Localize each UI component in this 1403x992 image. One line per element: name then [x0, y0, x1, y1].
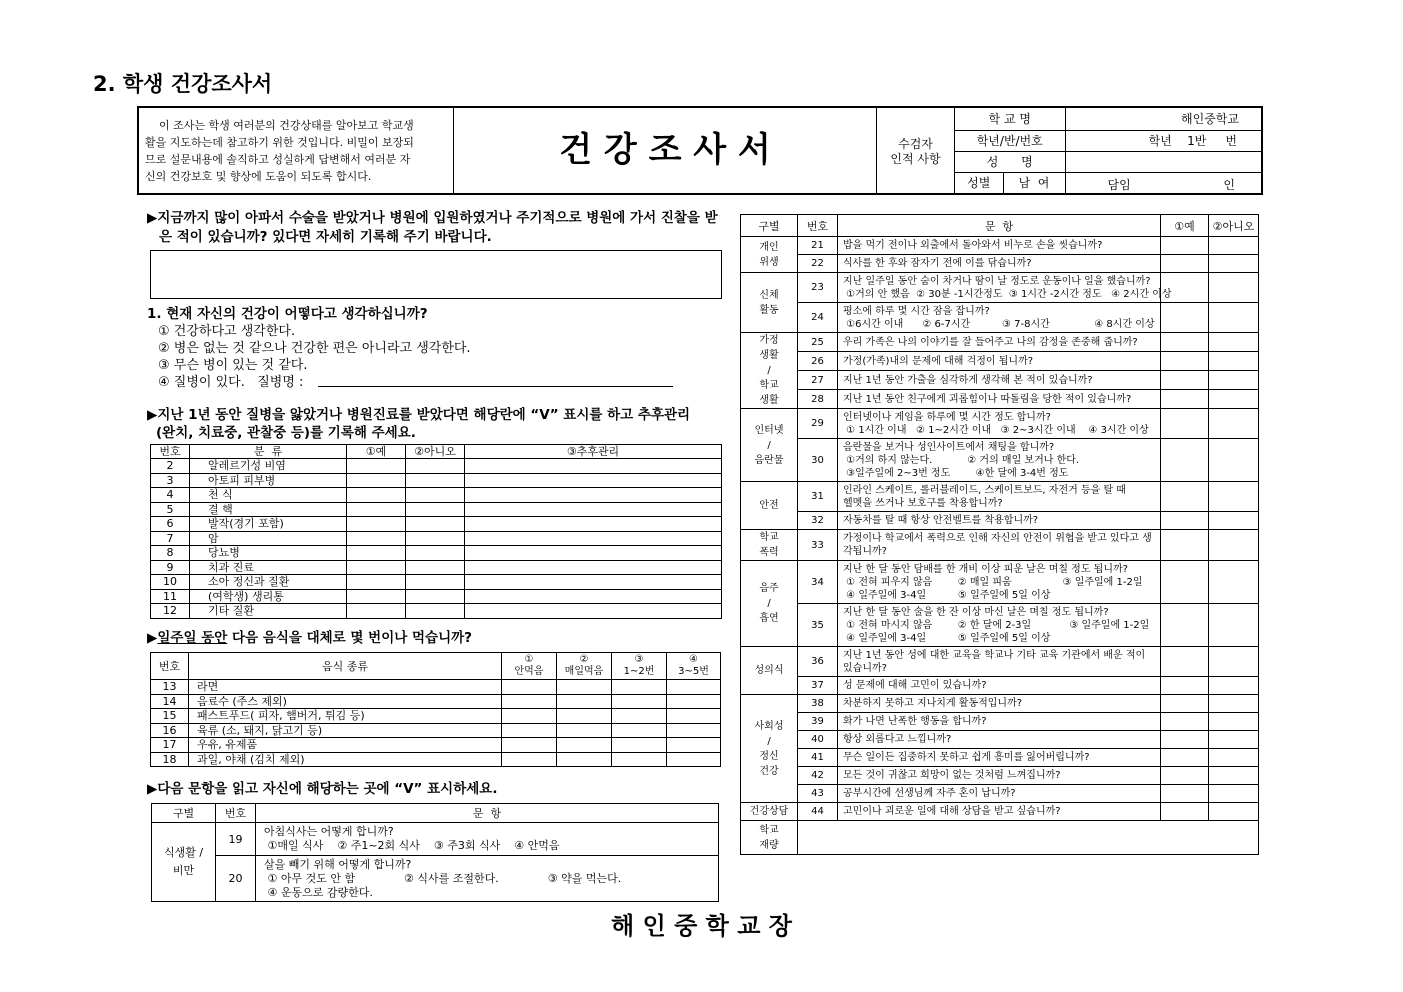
item-number: 28 [798, 390, 838, 409]
table-row [741, 333, 1259, 352]
table-row [741, 561, 1259, 604]
yes-cell[interactable] [1161, 749, 1209, 767]
answer-cell[interactable] [667, 709, 721, 724]
followup-cell[interactable] [465, 604, 722, 619]
no-cell[interactable] [1209, 482, 1259, 512]
disease-name: 기타 질환 [190, 604, 347, 619]
col-header: ② 매일먹음 [557, 653, 612, 680]
yes-cell[interactable] [347, 502, 406, 517]
name-label: 성 명 [955, 151, 1065, 172]
table-row [741, 303, 1259, 333]
followup-cell[interactable] [465, 459, 722, 474]
yes-cell[interactable] [347, 604, 406, 619]
yes-cell[interactable] [1161, 647, 1209, 677]
yes-cell[interactable] [1161, 731, 1209, 749]
yes-cell[interactable] [1161, 482, 1209, 512]
question-text: 성 문제에 대해 고민이 있습니까? [838, 677, 1161, 695]
col-header: 번호 [151, 445, 190, 459]
answer-cell[interactable] [557, 738, 612, 753]
item-number: 15 [151, 709, 189, 724]
no-cell[interactable] [1209, 731, 1259, 749]
right-questionnaire [740, 214, 1259, 855]
yes-cell[interactable] [347, 517, 406, 532]
food-type: 라면 [189, 680, 502, 695]
group-label: 건강상담 [741, 803, 798, 821]
table-row [741, 803, 1259, 821]
no-cell[interactable] [406, 560, 465, 575]
col-header: 음식 종류 [189, 653, 502, 680]
food-type: 패스트푸드( 피자, 햄버거, 튀김 등) [189, 709, 502, 724]
item-number: 3 [151, 473, 190, 488]
food-type: 육류 (소, 돼지, 닭고기 등) [189, 723, 502, 738]
answer-cell[interactable] [557, 723, 612, 738]
header-box [137, 106, 1263, 195]
followup-cell[interactable] [465, 517, 722, 532]
table-row [151, 604, 722, 619]
table-row [741, 273, 1259, 303]
question-text: 지난 1년 동안 가출을 심각하게 생각해 본 적이 있습니까? [838, 371, 1161, 390]
answer-cell[interactable] [502, 723, 557, 738]
surgery-question: ▶지금까지 많이 아파서 수술을 받았거나 병원에 입원하였거나 주기적으로 병원에 가서 진찰을 받 은 적이 있습니까? 있다면 자세히 기록해 주기 바랍니다. [147, 210, 718, 245]
col-header: ①예 [347, 445, 406, 459]
yes-cell[interactable] [347, 560, 406, 575]
table-row [741, 439, 1259, 482]
yes-cell[interactable] [1161, 255, 1209, 273]
food-type: 우유, 유제품 [189, 738, 502, 753]
sex-value[interactable]: 남 여 [1003, 172, 1065, 193]
col-header: 번호 [216, 804, 256, 823]
yes-cell[interactable] [1161, 785, 1209, 803]
no-cell[interactable] [406, 473, 465, 488]
table-row [741, 371, 1259, 390]
question-text: 가정(가족)내의 문제에 대해 걱정이 됩니까? [838, 352, 1161, 371]
group-label: 안전 [741, 482, 798, 530]
no-cell[interactable] [1209, 713, 1259, 731]
disease-name: 암 [190, 531, 347, 546]
answer-cell[interactable] [612, 752, 667, 767]
group-label: 학교 폭력 [741, 530, 798, 561]
question-text: 우리 가족은 나의 이야기를 잘 들어주고 나의 감정을 존중해 줍니까? [838, 333, 1161, 352]
question-text: 모든 것이 귀찮고 희망이 없는 것처럼 느껴집니까? [838, 767, 1161, 785]
item-number: 23 [798, 273, 838, 303]
surgery-answer-box[interactable] [150, 250, 722, 299]
yes-cell[interactable] [1161, 561, 1209, 604]
item-number: 17 [151, 738, 189, 753]
item-number: 5 [151, 502, 190, 517]
no-cell[interactable] [1209, 604, 1259, 647]
item-number: 10 [151, 575, 190, 590]
col-header: ① 안먹음 [502, 653, 557, 680]
col-header: 번호 [798, 215, 838, 237]
table-row [741, 255, 1259, 273]
answer-cell[interactable] [667, 723, 721, 738]
answer-cell[interactable] [557, 680, 612, 695]
col-header: 구별 [152, 804, 216, 823]
col-header: 문 항 [838, 215, 1161, 237]
no-cell[interactable] [1209, 749, 1259, 767]
yes-cell[interactable] [347, 589, 406, 604]
col-header: 문 항 [256, 804, 719, 823]
table-row [741, 767, 1259, 785]
yes-cell[interactable] [347, 459, 406, 474]
table-row [151, 517, 722, 532]
item-number: 44 [798, 803, 838, 821]
item-number: 11 [151, 589, 190, 604]
class-label: 학년/반/번호 [955, 130, 1065, 151]
food-type: 과일, 야채 (김치 제외) [189, 752, 502, 767]
item-number: 37 [798, 677, 838, 695]
answer-cell[interactable] [502, 694, 557, 709]
item-number: 4 [151, 488, 190, 503]
q1 [147, 305, 707, 391]
disease-name: 치과 진료 [190, 560, 347, 575]
yes-cell[interactable] [1161, 767, 1209, 785]
question-text: 자동차를 탈 때 항상 안전벨트를 착용합니까? [838, 512, 1161, 530]
school-label: 학 교 명 [955, 108, 1065, 130]
followup-cell[interactable] [465, 502, 722, 517]
question-text: 인터넷이나 게임을 하루에 몇 시간 정도 합니까? ① 1시간 이내 ② 1~2시간 이내 ③ 2~3시간 이내 ④ 3시간 이상 [838, 409, 1161, 439]
table-row [741, 785, 1259, 803]
item-number: 16 [151, 723, 189, 738]
group-label: 인터넷 / 음란물 [741, 409, 798, 482]
col-header: ③ 1~2번 [612, 653, 667, 680]
item-number: 2 [151, 459, 190, 474]
question-text: 항상 외롭다고 느낍니까? [838, 731, 1161, 749]
answer-cell[interactable] [612, 680, 667, 695]
question-text: 무슨 일이든 집중하지 못하고 쉽게 흥미를 잃어버립니까? [838, 749, 1161, 767]
group-label: 음주 / 흡연 [741, 561, 798, 647]
followup-cell[interactable] [465, 473, 722, 488]
no-cell[interactable] [406, 502, 465, 517]
item-number: 31 [798, 482, 838, 512]
answer-cell[interactable] [667, 752, 721, 767]
item-number: 42 [798, 767, 838, 785]
q1-option[interactable]: ① 건강하다고 생각한다. [158, 324, 296, 339]
remark-field[interactable] [798, 821, 1259, 855]
table-row [741, 677, 1259, 695]
item-number: 13 [151, 680, 189, 695]
question-text: 식사를 한 후와 잠자기 전에 이를 닦습니까? [838, 255, 1161, 273]
answer-cell[interactable] [612, 709, 667, 724]
examinee-table [955, 108, 1261, 193]
question-text: 고민이나 괴로운 일에 대해 상담을 받고 싶습니까? [838, 803, 1161, 821]
table-row [741, 604, 1259, 647]
no-cell[interactable] [1209, 767, 1259, 785]
item-number: 20 [216, 856, 256, 902]
item-number: 36 [798, 647, 838, 677]
followup-cell[interactable] [465, 531, 722, 546]
item-number: 26 [798, 352, 838, 371]
question-text: 평소에 하루 몇 시간 잠을 잡니까? ①6시간 이내 ② 6-7시간 ③ 7-8시간 ④ 8시간 이상 [838, 303, 1161, 333]
disease-name: (여학생) 생리통 [190, 589, 347, 604]
item-number: 35 [798, 604, 838, 647]
yes-cell[interactable] [1161, 530, 1209, 561]
answer-cell[interactable] [667, 738, 721, 753]
no-cell[interactable] [1209, 303, 1259, 333]
table-row [741, 749, 1259, 767]
question-text: 지난 한 달 동안 담배를 한 개비 이상 피운 날은 며칠 정도 됩니까? ① 전혀 피우지 않음 ② 매일 피움 ③ 일주일에 1-2일 ④ 일주일에 3-4일 ⑤ 일주일에 5일 이상 [838, 561, 1161, 604]
food-table [150, 652, 721, 767]
item-number: 14 [151, 694, 189, 709]
disease-name: 결 핵 [190, 502, 347, 517]
question-text: 차분하지 못하고 지나치게 활동적입니까? [838, 695, 1161, 713]
no-cell[interactable] [1209, 333, 1259, 352]
sex-label: 성별 [955, 172, 1003, 193]
item-number: 27 [798, 371, 838, 390]
no-cell[interactable] [406, 459, 465, 474]
answer-cell[interactable] [667, 694, 721, 709]
item-number: 21 [798, 237, 838, 255]
question-text: 음란물을 보거나 성인사이트에서 채팅을 합니까? ①거의 하지 않는다. ② 거의 매일 보거나 한다. ③일주일에 2~3번 정도 ④한 달에 3-4번 정도 [838, 439, 1161, 482]
no-cell[interactable] [1209, 273, 1259, 303]
q1-option[interactable]: ③ 무슨 병이 있는 것 같다. [158, 358, 308, 373]
q1-option[interactable]: ② 병은 없는 것 같으나 건강한 편은 아니라고 생각한다. [158, 341, 471, 356]
item-number: 43 [798, 785, 838, 803]
table-row [741, 695, 1259, 713]
disease-name: 알레르기성 비염 [190, 459, 347, 474]
teacher-sign[interactable]: 인 [1223, 177, 1235, 192]
no-cell[interactable] [1209, 352, 1259, 371]
table-row [741, 821, 1259, 855]
no-cell[interactable] [1209, 409, 1259, 439]
table-row [151, 473, 722, 488]
answer-cell[interactable] [557, 694, 612, 709]
diet-question: ▶다음 문항을 읽고 자신에 해당하는 곳에 “V” 표시하세요. [147, 781, 498, 797]
answer-cell[interactable] [502, 680, 557, 695]
food-question: ▶일주일 동안 다음 음식을 대체로 몇 번이나 먹습니까? [147, 630, 472, 646]
yes-cell[interactable] [1161, 390, 1209, 409]
col-header: ③추후관리 [465, 445, 722, 459]
table-row [741, 731, 1259, 749]
item-number: 7 [151, 531, 190, 546]
table-row [151, 680, 721, 695]
diet-category: 식생활 / 비만 [152, 823, 216, 902]
table-row [151, 709, 721, 724]
answer-cell[interactable] [557, 709, 612, 724]
col-header: ①예 [1161, 215, 1209, 237]
table-row [741, 512, 1259, 530]
item-number: 25 [798, 333, 838, 352]
no-cell[interactable] [1209, 785, 1259, 803]
question-text: 인라인 스케이트, 롤러블레이드, 스케이트보드, 자전거 등을 탈 때 헬멧을 쓰거나 보호구를 착용합니까? [838, 482, 1161, 512]
question-text: 화가 나면 난폭한 행동을 합니까? [838, 713, 1161, 731]
disease-table [150, 444, 722, 619]
question-text: 가정이나 학교에서 폭력으로 인해 자신의 안전이 위협을 받고 있다고 생 각됩니까? [838, 530, 1161, 561]
diet-item-20[interactable]: 살을 빼기 위해 어떻게 합니까? ① 아무 것도 안 함 ② 식사를 조절한다. ③ 약을 먹는다. ④ 운동으로 감량한다. [256, 856, 719, 902]
table-row [151, 575, 722, 590]
yes-cell[interactable] [1161, 604, 1209, 647]
no-cell[interactable] [1209, 677, 1259, 695]
disease-name: 아토피 피부병 [190, 473, 347, 488]
table-row [741, 530, 1259, 561]
yes-cell[interactable] [347, 473, 406, 488]
disease-name: 천 식 [190, 488, 347, 503]
col-header: 구별 [741, 215, 798, 237]
item-number: 32 [798, 512, 838, 530]
no-cell[interactable] [406, 531, 465, 546]
yes-cell[interactable] [1161, 803, 1209, 821]
no-cell[interactable] [1209, 561, 1259, 604]
item-number: 39 [798, 713, 838, 731]
answer-cell[interactable] [612, 723, 667, 738]
item-number: 24 [798, 303, 838, 333]
table-row [151, 459, 722, 474]
question-text: 지난 1년 동안 친구에게 괴롭힘이나 따돌림을 당한 적이 있습니까? [838, 390, 1161, 409]
item-number: 8 [151, 546, 190, 561]
disease-name: 소아 정신과 질환 [190, 575, 347, 590]
no-cell[interactable] [1209, 237, 1259, 255]
q1-option[interactable]: ④ 질병이 있다. 질병명 : [158, 375, 304, 390]
yes-cell[interactable] [1161, 352, 1209, 371]
item-number: 33 [798, 530, 838, 561]
no-cell[interactable] [1209, 530, 1259, 561]
table-row [151, 694, 721, 709]
item-number: 38 [798, 695, 838, 713]
no-cell[interactable] [1209, 439, 1259, 482]
yes-cell[interactable] [1161, 371, 1209, 390]
no-cell[interactable] [406, 575, 465, 590]
table-row [741, 713, 1259, 731]
yes-cell[interactable] [1161, 695, 1209, 713]
question-text: 지난 한 달 동안 술을 한 잔 이상 마신 날은 며칠 정도 됩니까? ① 전혀 마시지 않음 ② 한 달에 2-3일 ③ 일주일에 1-2일 ④ 일주일에 3-4일 ⑤ 일주일에 5일 이상 [838, 604, 1161, 647]
no-cell[interactable] [1209, 803, 1259, 821]
followup-cell[interactable] [465, 488, 722, 503]
yes-cell[interactable] [1161, 303, 1209, 333]
table-row [741, 352, 1259, 371]
yes-cell[interactable] [347, 546, 406, 561]
no-cell[interactable] [406, 546, 465, 561]
col-header: ④ 3~5번 [667, 653, 721, 680]
no-cell[interactable] [406, 488, 465, 503]
table-row [741, 390, 1259, 409]
item-number: 12 [151, 604, 190, 619]
yes-cell[interactable] [1161, 677, 1209, 695]
yes-cell[interactable] [347, 575, 406, 590]
col-header: 분 류 [190, 445, 347, 459]
question-text: 지난 일주일 동안 숨이 차거나 땀이 날 정도로 운동이나 일을 했습니까? ①거의 안 했음 ② 30분 -1시간정도 ③ 1시간 -2시간 정도 ④ 2시간 이상 [838, 273, 1161, 303]
answer-cell[interactable] [557, 752, 612, 767]
group-label: 신체 활동 [741, 273, 798, 333]
table-row [151, 738, 721, 753]
item-number: 19 [216, 823, 256, 856]
yes-cell[interactable] [347, 531, 406, 546]
answer-cell[interactable] [667, 680, 721, 695]
table-row [151, 723, 721, 738]
item-number: 9 [151, 560, 190, 575]
name-value[interactable] [1065, 151, 1261, 172]
table-row [151, 752, 721, 767]
q1-question: 1. 현재 자신의 건강이 어떻다고 생각하십니까? [147, 306, 428, 322]
group-label: 성의식 [741, 647, 798, 695]
item-number: 30 [798, 439, 838, 482]
answer-cell[interactable] [612, 738, 667, 753]
school-value[interactable]: 해인중학교 [1065, 108, 1261, 130]
yes-cell[interactable] [1161, 512, 1209, 530]
group-label: 가정 생활 / 학교 생활 [741, 333, 798, 409]
no-cell[interactable] [1209, 512, 1259, 530]
answer-cell[interactable] [502, 738, 557, 753]
question-text: 지난 1년 동안 성에 대한 교육을 학교나 기타 교육 기관에서 배운 적이 있습니까? [838, 647, 1161, 677]
remark-label: 학교 재량 [741, 821, 798, 855]
class-value[interactable]: 학년 1반 번 [1065, 130, 1261, 151]
food-type: 음료수 (주스 제외) [189, 694, 502, 709]
school-principal: 해 인 중 학 교 장 [611, 912, 792, 940]
teacher-label: 담임 [1107, 177, 1131, 192]
table-row [741, 237, 1259, 255]
diet-table [151, 803, 719, 902]
table-row [151, 488, 722, 503]
no-cell[interactable] [406, 589, 465, 604]
yes-cell[interactable] [1161, 439, 1209, 482]
followup-cell[interactable] [465, 546, 722, 561]
section-title: 2. 학생 건강조사서 [93, 72, 273, 96]
item-number: 22 [798, 255, 838, 273]
disease-name: 발작(경기 포함) [190, 517, 347, 532]
disease-name-line[interactable] [318, 386, 673, 387]
table-row [151, 546, 722, 561]
item-number: 18 [151, 752, 189, 767]
item-number: 40 [798, 731, 838, 749]
answer-cell[interactable] [502, 709, 557, 724]
examinee-label: 수검자 인적 사항 [877, 108, 955, 193]
answer-cell[interactable] [612, 694, 667, 709]
yes-cell[interactable] [1161, 409, 1209, 439]
no-cell[interactable] [1209, 255, 1259, 273]
question-text: 밥을 먹기 전이나 외출에서 돌아와서 비누로 손을 씻습니까? [838, 237, 1161, 255]
followup-cell[interactable] [465, 575, 722, 590]
no-cell[interactable] [406, 517, 465, 532]
col-header: ②아니오 [1209, 215, 1259, 237]
item-number: 41 [798, 749, 838, 767]
question-text: 공부시간에 선생님께 자주 혼이 납니까? [838, 785, 1161, 803]
yes-cell[interactable] [1161, 333, 1209, 352]
item-number: 6 [151, 517, 190, 532]
item-number: 29 [798, 409, 838, 439]
group-label: 개인 위생 [741, 237, 798, 273]
yes-cell[interactable] [1161, 713, 1209, 731]
intro-text: 이 조사는 학생 여러분의 건강상태를 알아보고 학교생 활을 지도하는데 참고하기 위한 것입니다. 비밀이 보장되 므로 설문내용에 솔직하고 성실하게 답변해서 여러분 자 신의 건강보호 및 향상에 도움이 되도록 합시다. [139, 108, 454, 193]
yes-cell[interactable] [347, 488, 406, 503]
col-header: 번호 [151, 653, 189, 680]
disease-question: ▶지난 1년 동안 질병을 앓았거나 병원진료를 받았다면 해당란에 “V” 표시를 하고 추후관리 (완치, 치료중, 관찰중 등)를 기록해 주세요. [147, 407, 691, 441]
no-cell[interactable] [406, 604, 465, 619]
yes-cell[interactable] [1161, 237, 1209, 255]
no-cell[interactable] [1209, 695, 1259, 713]
no-cell[interactable] [1209, 390, 1259, 409]
diet-item-19[interactable]: 아침식사는 어떻게 합니까? ①매일 식사 ② 주1~2회 식사 ③ 주3회 식사 ④ 안먹음 [256, 823, 719, 856]
disease-name: 당뇨병 [190, 546, 347, 561]
no-cell[interactable] [1209, 371, 1259, 390]
table-row [151, 531, 722, 546]
no-cell[interactable] [1209, 647, 1259, 677]
table-row [741, 482, 1259, 512]
table-row [151, 560, 722, 575]
table-row [741, 647, 1259, 677]
col-header: ②아니오 [406, 445, 465, 459]
form-title: 건 강 조 사 서 [454, 108, 877, 193]
answer-cell[interactable] [502, 752, 557, 767]
item-number: 34 [798, 561, 838, 604]
group-label: 사회성 / 정신 건강 [741, 695, 798, 803]
table-row [151, 502, 722, 517]
table-row [151, 589, 722, 604]
table-row [741, 409, 1259, 439]
followup-cell[interactable] [465, 589, 722, 604]
followup-cell[interactable] [465, 560, 722, 575]
